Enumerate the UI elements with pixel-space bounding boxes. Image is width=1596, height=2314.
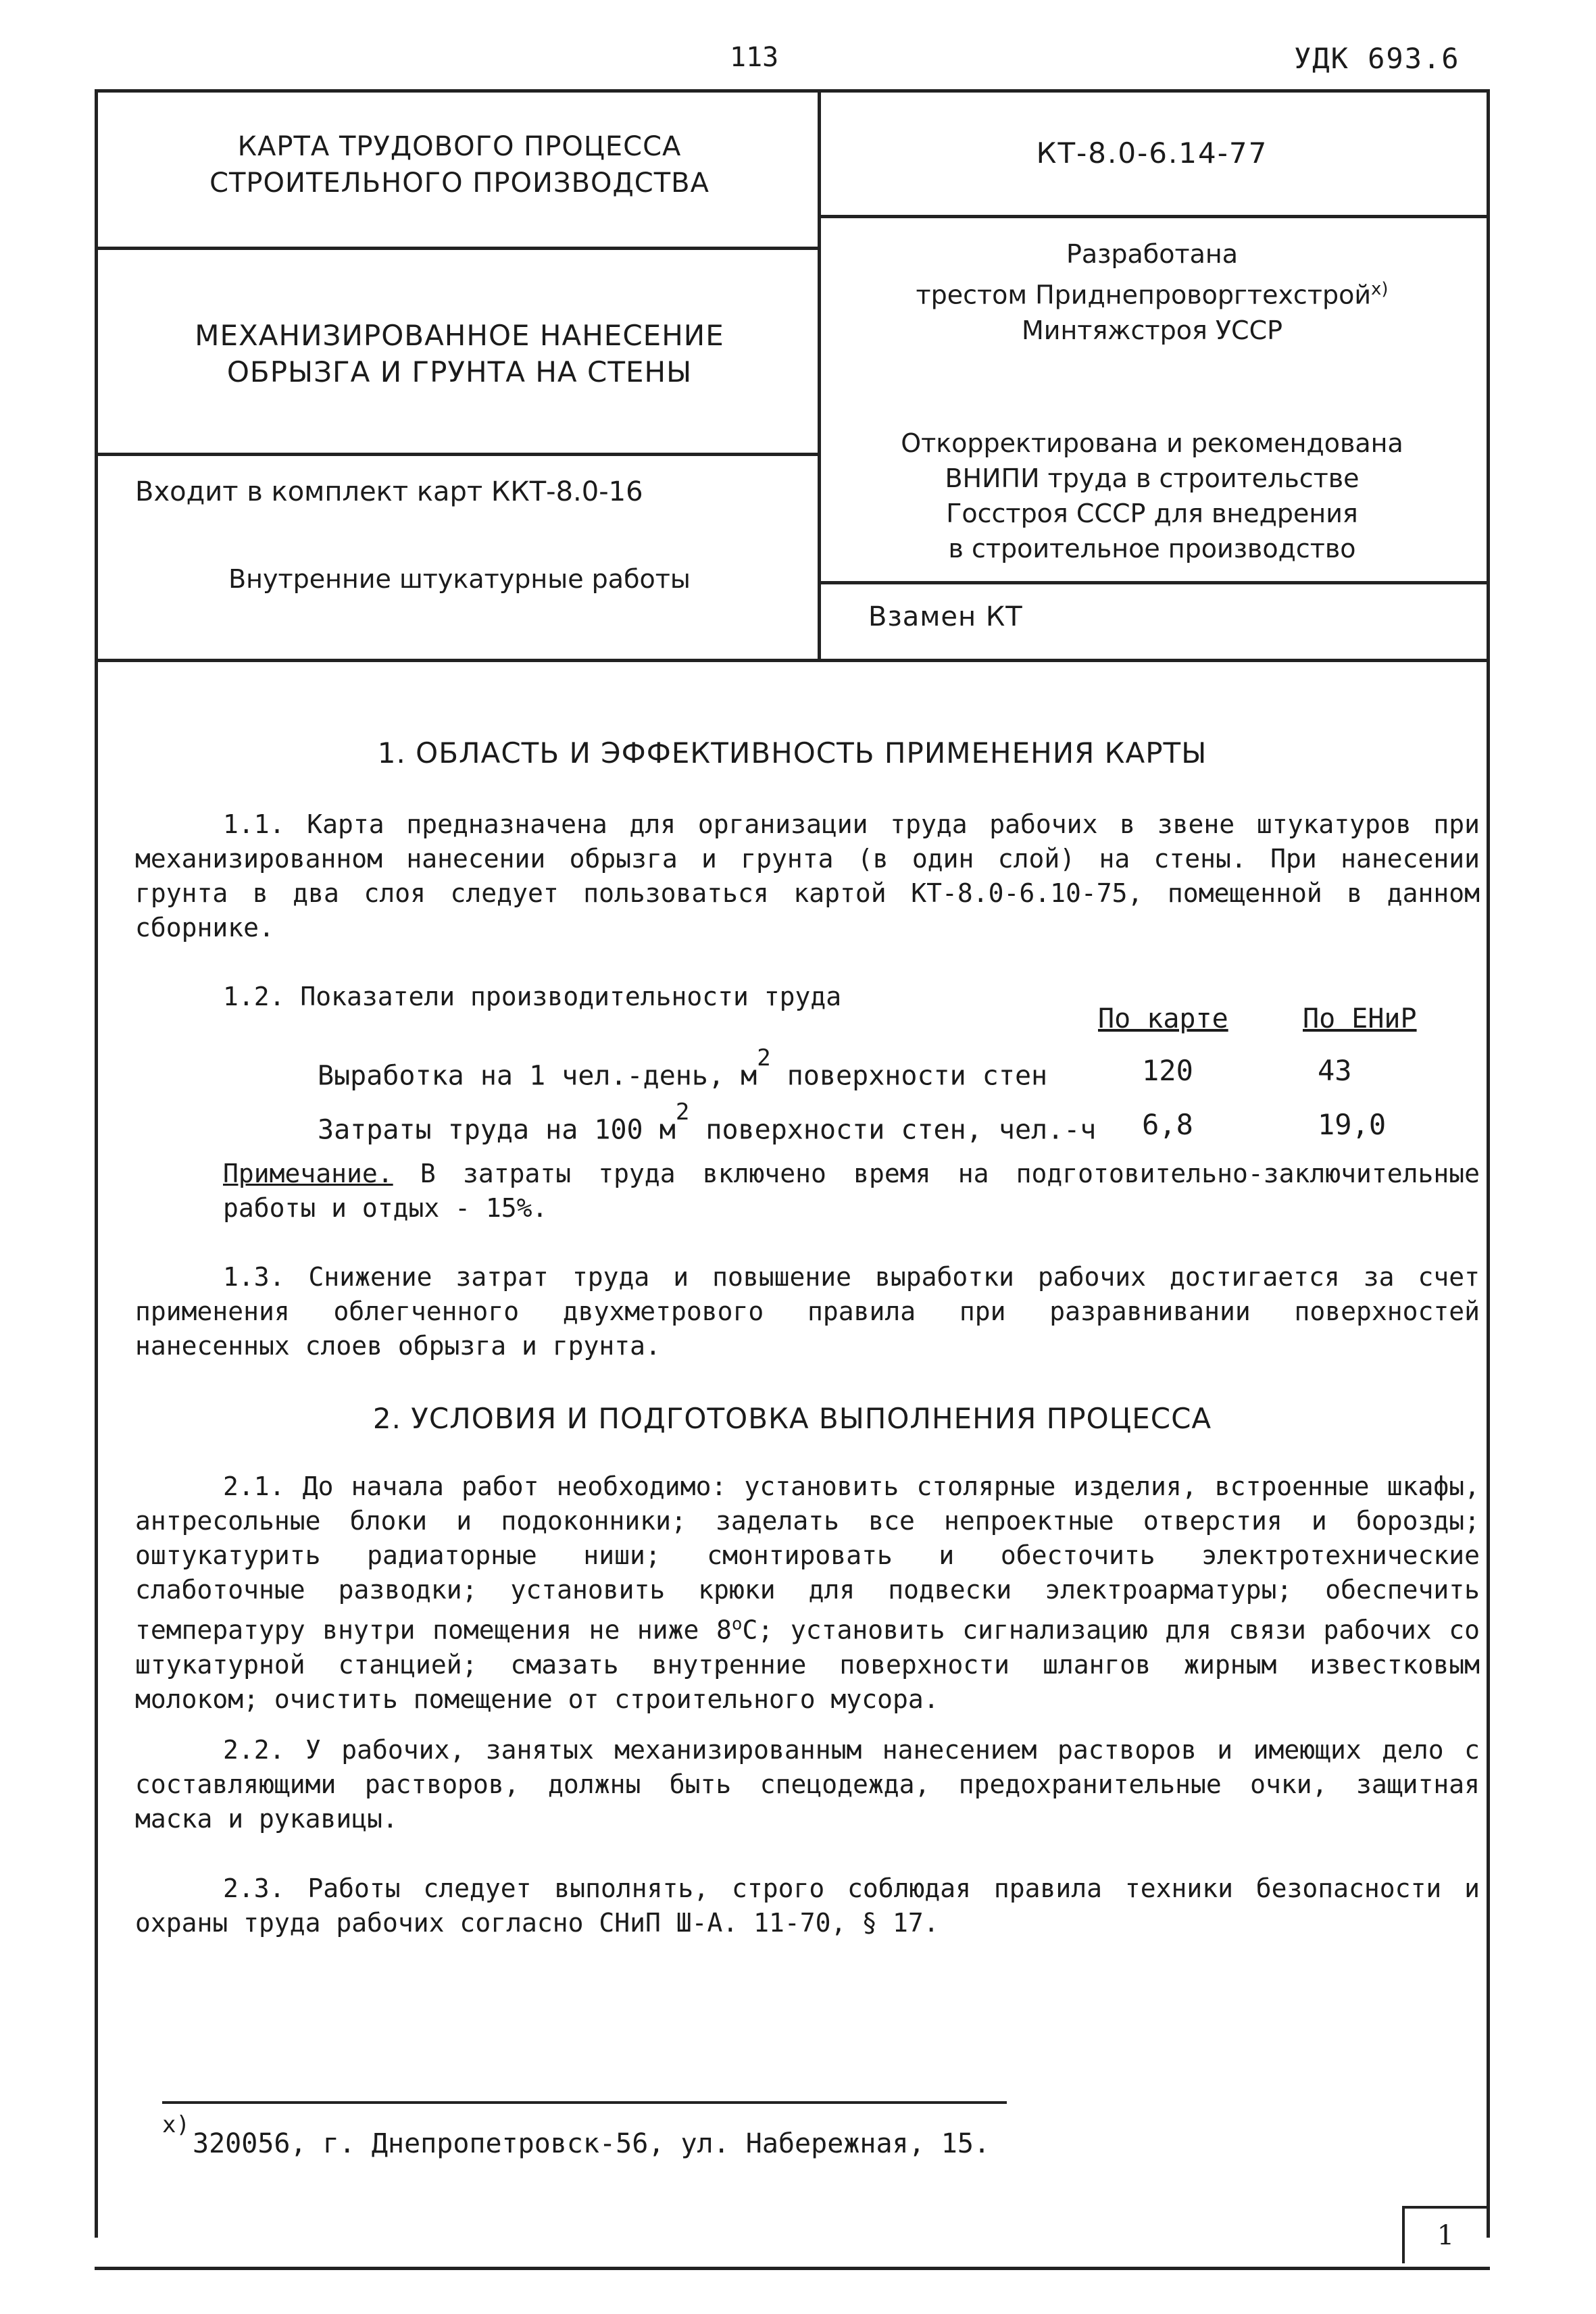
- replaces: Взамен КТ: [868, 601, 1023, 632]
- udk-code: УДК 693.6: [1294, 42, 1460, 75]
- section2-title: 2. УСЛОВИЯ И ПОДГОТОВКА ВЫПОЛНЕНИЯ ПРОЦЕССА: [372, 1402, 1212, 1435]
- page-number: 113: [730, 42, 779, 73]
- developed-line1: Разработана: [1066, 239, 1239, 269]
- labor-by-enir: 19,0: [1318, 1108, 1387, 1141]
- header-rule: [818, 215, 1490, 218]
- developed-line3: Минтяжстроя УССР: [1021, 315, 1283, 345]
- topic-line2: ОБРЫЗГА И ГРУНТА НА СТЕНЫ: [226, 355, 693, 388]
- output-by-enir: 43: [1318, 1054, 1352, 1087]
- column-by-enir: По ЕНиР: [1303, 1003, 1417, 1034]
- card-type: [101, 128, 818, 201]
- paragraph-2-1-text-a: 2.1. До начала работ необходимо: установить столярные изделия, встроенные шкафы, антресольные блоки и подоконники; заделать все непроектные отверстия и борозды; оштукатурить радиаторные ниши; смонтировать и обесточить электротехнические слаботочные разводки; установить крюки для подвески электроарматуры; обеспечить температуру внутри помещения не ниже 8: [135, 1472, 1480, 1645]
- degree-mark: о: [731, 1614, 743, 1634]
- paragraph-2-1-text-b: С; установить сигнализацию для связи рабочих со штукатурной станцией; смазать внутренние поверхности шлангов жирным известковым молоком; очистить помещение от строительного мусора.: [135, 1615, 1480, 1714]
- card-code: КТ-8.0-6.14-77: [1036, 136, 1268, 170]
- header-rule: [95, 453, 821, 456]
- card-type-line1: КАРТА ТРУДОВОГО ПРОЦЕССА: [237, 131, 682, 162]
- footnote-rule: [162, 2101, 1007, 2104]
- header-rule: [818, 581, 1490, 584]
- developed-by: [824, 236, 1480, 348]
- paragraph-2-2: 2.2. У рабочих, занятых механизированным нанесением растворов и имеющих дело с составляющими растворов, должны быть спецодежда, предохранительные очки, защитная маска и рукавицы.: [135, 1735, 1480, 1834]
- output-by-card: 120: [1142, 1054, 1193, 1087]
- header-bottom-rule: [95, 659, 1490, 662]
- paragraph-2-3: 2.3. Работы следует выполнять, строго соблюдая правила техники безопасности и охраны труда рабочих согласно СНиП Ш-А. 11-70, § 17.: [135, 1873, 1480, 1938]
- indicator-row-output: [318, 1045, 1048, 1092]
- corrected-line1: Откорректирована и рекомендована: [901, 428, 1403, 458]
- footnote-text: 320056, г. Днепропетровск-56, ул. Набережная, 15.: [193, 2128, 991, 2159]
- note: [223, 1157, 1480, 1226]
- paragraph-2-1: [135, 1469, 1480, 1717]
- superscript: 2: [757, 1045, 771, 1072]
- note-label: Примечание.: [223, 1159, 393, 1188]
- footnote-ref: x): [1371, 279, 1389, 299]
- kit-info: Входит в комплект карт ККТ-8.0-16: [135, 476, 643, 507]
- frame-bottom-line: [95, 2267, 1490, 2270]
- paragraph-1-1: 1.1. Карта предназначена для организации труда рабочих в звене штукатуров при механизированном нанесении обрызга и грунта (в один слой) на стены. При нанесении грунта в два слоя следует пользоваться картой КТ-8.0-6.10-75, помещенной в данном сборнике.: [135, 809, 1480, 942]
- footnote-mark: x): [162, 2111, 190, 2138]
- column-by-card: По карте: [1098, 1003, 1228, 1034]
- row-label-tail: поверхности стен: [787, 1060, 1048, 1092]
- section1-title: 1. ОБЛАСТЬ И ЭФФЕКТИВНОСТЬ ПРИМЕНЕНИЯ КАРТЫ: [377, 736, 1207, 770]
- topic-line1: МЕХАНИЗИРОВАННОЕ НАНЕСЕНИЕ: [195, 319, 724, 352]
- developed-line2: [824, 272, 1480, 313]
- row-label: Выработка на 1 чел.-день, м: [318, 1060, 757, 1092]
- kit-subtitle: Внутренние штукатурные работы: [228, 564, 691, 594]
- note-text: В затраты труда включено время на подготовительно-заключительные работы и отдых - 15%.: [223, 1159, 1480, 1223]
- corrected-by: [824, 426, 1480, 566]
- row-label-tail: поверхности стен, чел.-ч: [705, 1114, 1097, 1146]
- paragraph-1-2: 1.2. Показатели производительности труда: [223, 982, 842, 1011]
- header-divider: [818, 89, 821, 660]
- corrected-line3: Госстроя СССР для внедрения: [946, 499, 1358, 528]
- sheet-number: 1: [1402, 2206, 1487, 2263]
- row-label: Затраты труда на 100 м: [318, 1114, 676, 1146]
- labor-by-card: 6,8: [1142, 1108, 1193, 1141]
- superscript: 2: [675, 1099, 690, 1126]
- card-topic: [101, 318, 818, 391]
- corrected-line2: ВНИПИ труда в строительстве: [945, 463, 1360, 493]
- indicator-row-labor: [318, 1099, 1097, 1146]
- header-rule: [95, 247, 821, 250]
- card-type-line2: СТРОИТЕЛЬНОГО ПРОИЗВОДСТВА: [209, 168, 709, 199]
- corrected-line4: в строительное производство: [948, 534, 1356, 563]
- paragraph-1-3: 1.3. Снижение затрат труда и повышение выработки рабочих достигается за счет применения облегченного двухметрового правила при разравнивании поверхностей нанесенных слоев обрызга и грунта.: [135, 1262, 1480, 1361]
- developed-org: трестом Приднепроворгтехстрой: [916, 280, 1372, 310]
